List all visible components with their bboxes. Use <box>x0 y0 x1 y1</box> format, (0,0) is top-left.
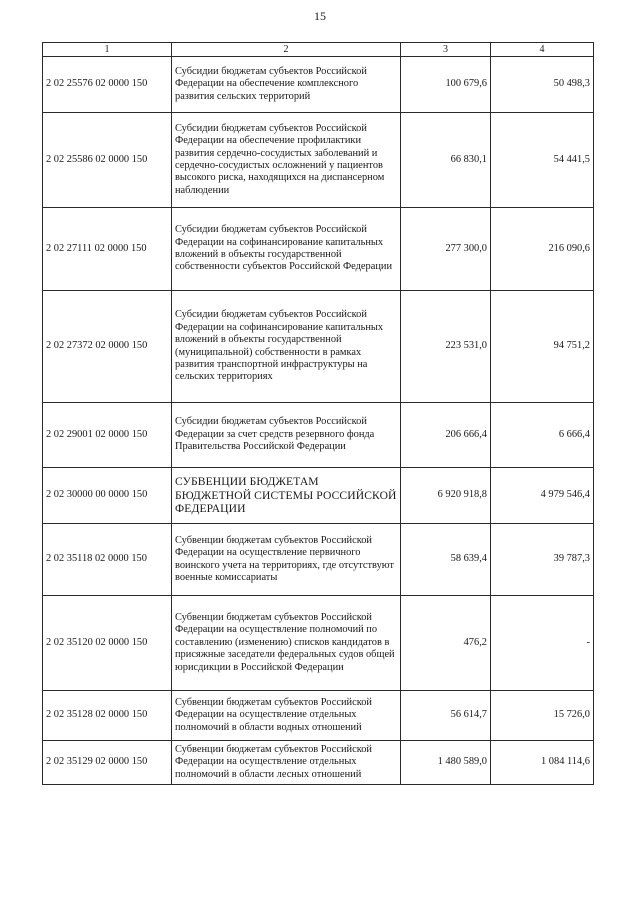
value-column-4: 39 787,3 <box>491 524 594 596</box>
budget-code: 2 02 30000 00 0000 150 <box>43 468 172 524</box>
column-header: 4 <box>491 43 594 57</box>
value-column-4: 4 979 546,4 <box>491 468 594 524</box>
budget-item-name: Субсидии бюджетам субъектов Российской Федерации на софинансирование капитальных вложений в объекты государственной (муниципальной) собственности в рамках развития транспортной инфраструктуры на сельских территориях <box>172 291 401 403</box>
table-row <box>43 468 594 524</box>
value-column-4: 50 498,3 <box>491 57 594 113</box>
budget-code: 2 02 35128 02 0000 150 <box>43 691 172 741</box>
value-column-4: 94 751,2 <box>491 291 594 403</box>
table-header-row <box>43 43 594 57</box>
budget-code: 2 02 27111 02 0000 150 <box>43 208 172 291</box>
table-row <box>43 57 594 113</box>
budget-item-name: Субсидии бюджетам субъектов Российской Федерации на обеспечение профилактики развития сердечно-сосудистых заболеваний и сердечно-сосудистых осложнений у пациентов высокого риска, находящихся на диспансерном наблюдении <box>172 113 401 208</box>
value-column-4: 15 726,0 <box>491 691 594 741</box>
budget-item-name: Субсидии бюджетам субъектов Российской Федерации за счет средств резервного фонда Правительства Российской Федерации <box>172 403 401 468</box>
budget-item-name: Субсидии бюджетам субъектов Российской Федерации на обеспечение комплексного развития сельских территорий <box>172 57 401 113</box>
table-row <box>43 208 594 291</box>
table-row <box>43 596 594 691</box>
budget-item-name: Субвенции бюджетам субъектов Российской Федерации на осуществление первичного воинского учета на территориях, где отсутствуют военные комиссариаты <box>172 524 401 596</box>
value-column-4: - <box>491 596 594 691</box>
column-header: 1 <box>43 43 172 57</box>
value-column-3: 223 531,0 <box>401 291 491 403</box>
budget-code: 2 02 35120 02 0000 150 <box>43 596 172 691</box>
value-column-3: 58 639,4 <box>401 524 491 596</box>
value-column-3: 66 830,1 <box>401 113 491 208</box>
value-column-3: 1 480 589,0 <box>401 741 491 785</box>
budget-code: 2 02 35129 02 0000 150 <box>43 741 172 785</box>
budget-item-name: Субсидии бюджетам субъектов Российской Федерации на софинансирование капитальных вложений в объекты государственной собственности субъектов Российской Федерации <box>172 208 401 291</box>
budget-code: 2 02 29001 02 0000 150 <box>43 403 172 468</box>
value-column-4: 1 084 114,6 <box>491 741 594 785</box>
value-column-4: 216 090,6 <box>491 208 594 291</box>
budget-item-name: Субвенции бюджетам субъектов Российской Федерации на осуществление отдельных полномочий в области водных отношений <box>172 691 401 741</box>
value-column-3: 100 679,6 <box>401 57 491 113</box>
table-row <box>43 291 594 403</box>
table-row <box>43 113 594 208</box>
budget-code: 2 02 25576 02 0000 150 <box>43 57 172 113</box>
column-header: 3 <box>401 43 491 57</box>
value-column-3: 6 920 918,8 <box>401 468 491 524</box>
budget-item-name: СУБВЕНЦИИ БЮДЖЕТАМ БЮДЖЕТНОЙ СИСТЕМЫ РОССИЙСКОЙ ФЕДЕРАЦИИ <box>172 468 401 524</box>
budget-table <box>42 42 594 785</box>
value-column-3: 206 666,4 <box>401 403 491 468</box>
table-row <box>43 741 594 785</box>
budget-code: 2 02 35118 02 0000 150 <box>43 524 172 596</box>
budget-code: 2 02 27372 02 0000 150 <box>43 291 172 403</box>
table-row <box>43 691 594 741</box>
budget-item-name: Субвенции бюджетам субъектов Российской Федерации на осуществление отдельных полномочий в области лесных отношений <box>172 741 401 785</box>
column-header: 2 <box>172 43 401 57</box>
value-column-4: 54 441,5 <box>491 113 594 208</box>
budget-code: 2 02 25586 02 0000 150 <box>43 113 172 208</box>
value-column-3: 277 300,0 <box>401 208 491 291</box>
table-row <box>43 403 594 468</box>
value-column-3: 476,2 <box>401 596 491 691</box>
table-row <box>43 524 594 596</box>
value-column-3: 56 614,7 <box>401 691 491 741</box>
page-number: 15 <box>314 9 326 23</box>
budget-item-name: Субвенции бюджетам субъектов Российской Федерации на осуществление полномочий по составлению (изменению) списков кандидатов в присяжные заседатели федеральных судов общей юрисдикции в Российской Федерации <box>172 596 401 691</box>
value-column-4: 6 666,4 <box>491 403 594 468</box>
